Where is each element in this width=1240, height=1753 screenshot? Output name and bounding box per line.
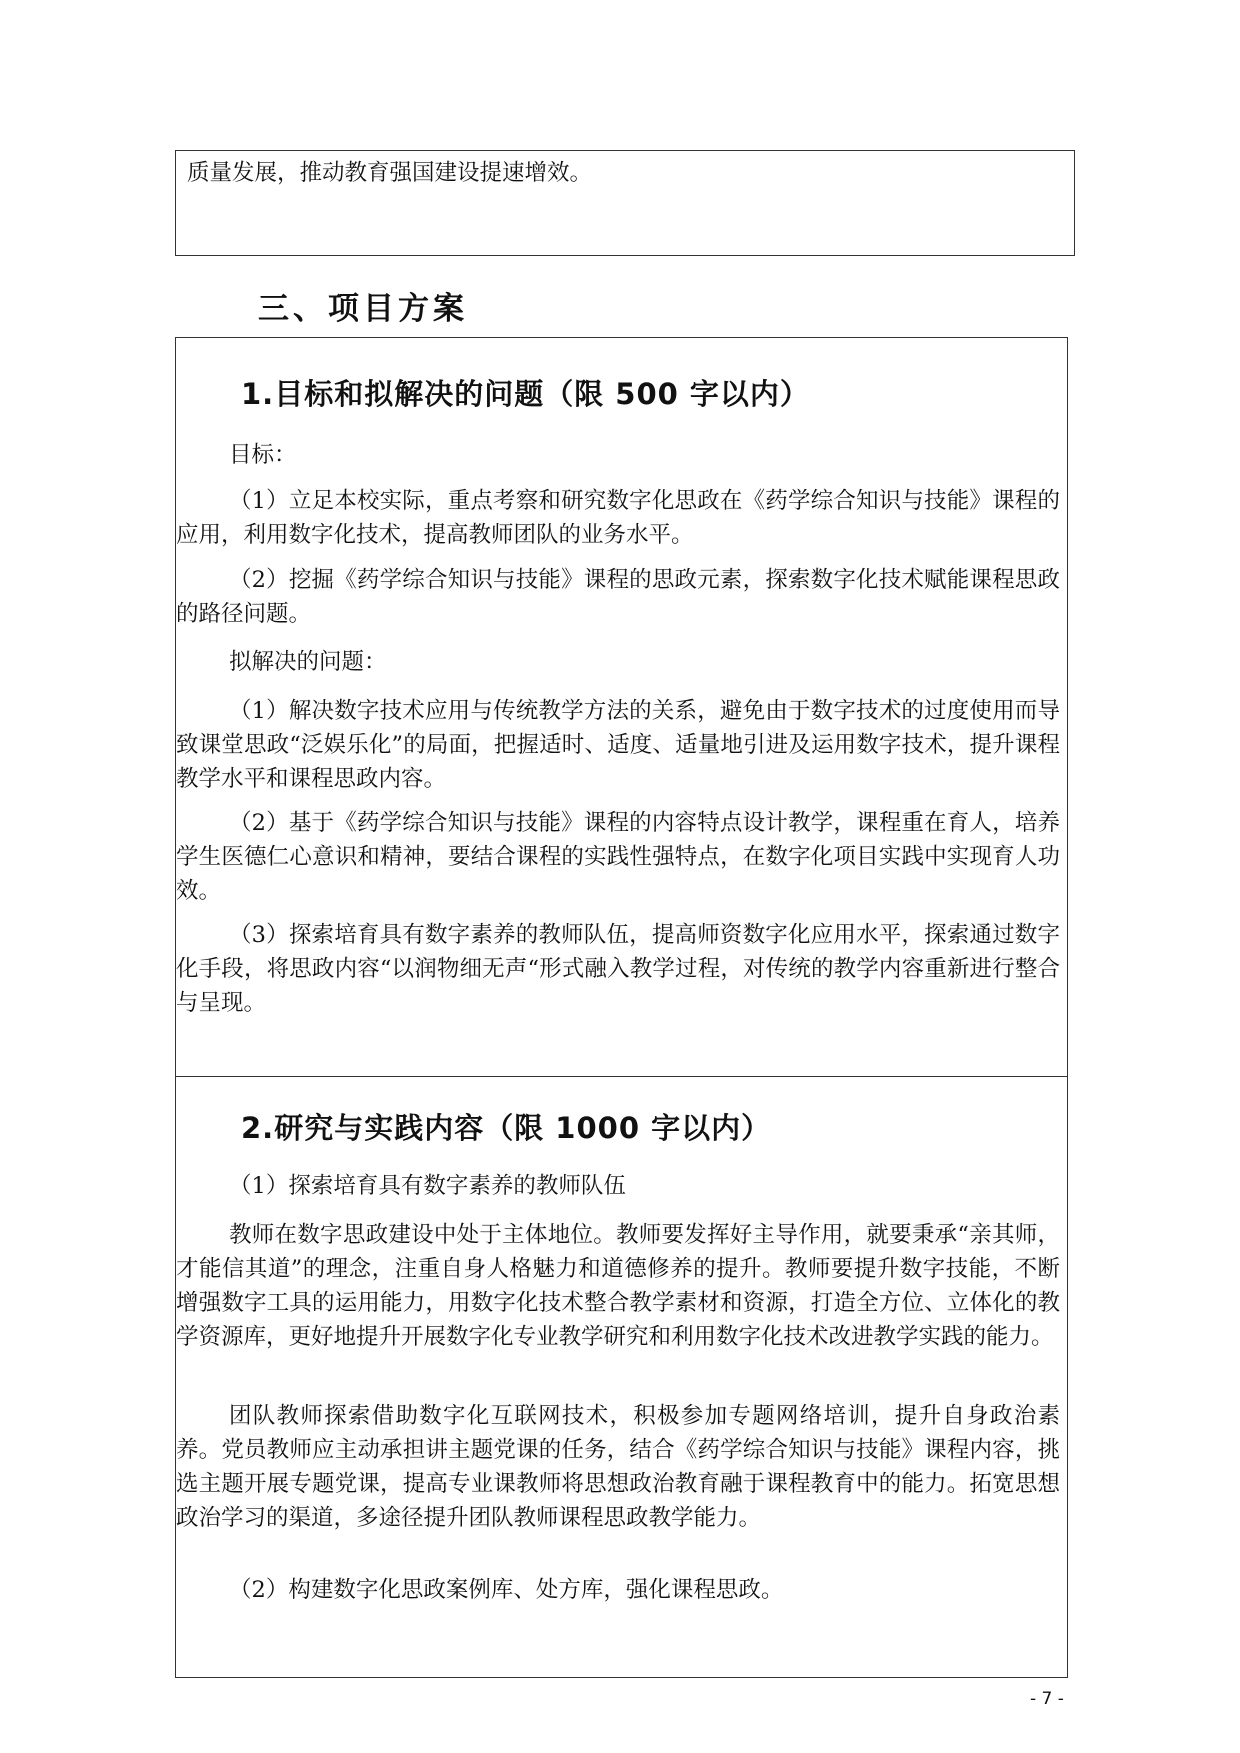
problem-1: （1）解决数字技术应用与传统教学方法的关系，避免由于数字技术的过度使用而导致课堂思政“泛娱乐化”的局面，把握适时、适度、适量地引进及运用数字技术，提升课程教学水平和课程思政内容。	[176, 698, 1060, 792]
item1-paragraph-1: 教师在数字思政建设中处于主体地位。教师要发挥好主导作用，就要秉承“亲其师，才能信其道”的理念，注重自身人格魅力和道德修养的提升。教师要提升数字技能，不断增强数字工具的运用能力，用数字化技术整合教学素材和资源，打造全方位、立体化的教学资源库，更好地提升开展数字化专业教学研究和利用数字化技术改进教学实践的能力。	[176, 1222, 1060, 1350]
item1-paragraph-2: 团队教师探索借助数字化互联网技术，积极参加专题网络培训，提升自身政治素养。党员教师应主动承担讲主题党课的任务，结合《药学综合知识与技能》课程内容，挑选主题开展专题党课，提高专业课教师将思想政治教育融于课程教育中的能力。拓宽思想政治学习的渠道，多途径提升团队教师课程思政教学能力。	[176, 1403, 1060, 1531]
section-divider	[176, 1076, 1067, 1077]
item2-title: （2）构建数字化思政案例库、处方库，强化课程思政。	[229, 1577, 784, 1603]
section-title: 三、项目方案	[258, 291, 468, 327]
problem-2: （2）基于《药学综合知识与技能》课程的内容特点设计教学，课程重在育人，培养学生医德仁心意识和精神，要结合课程的实践性强特点，在数字化项目实践中实现育人功效。	[176, 810, 1060, 904]
problems-label: 拟解决的问题：	[229, 649, 387, 675]
goals-label: 目标：	[229, 442, 297, 468]
part2-heading: 2.研究与实践内容（限 1000 字以内）	[241, 1111, 772, 1145]
goal-1: （1）立足本校实际，重点考察和研究数字化思政在《药学综合知识与技能》课程的应用，利用数字化技术，提高教师团队的业务水平。	[176, 488, 1060, 548]
item1-title: （1）探索培育具有数字素养的教师队伍	[229, 1173, 626, 1199]
goal-2: （2）挖掘《药学综合知识与技能》课程的思政元素，探索数字化技术赋能课程思政的路径问题。	[176, 567, 1060, 627]
page-number: - 7 -	[1030, 1689, 1064, 1709]
part1-heading: 1.目标和拟解决的问题（限 500 字以内）	[241, 377, 810, 411]
problem-3: （3）探索培育具有数字素养的教师队伍，提高师资数字化应用水平，探索通过数字化手段，将思政内容“以润物细无声“形式融入教学过程，对传统的教学内容重新进行整合与呈现。	[176, 922, 1060, 1016]
continuation-text: 质量发展，推动教育强国建设提速增效。	[187, 160, 593, 186]
